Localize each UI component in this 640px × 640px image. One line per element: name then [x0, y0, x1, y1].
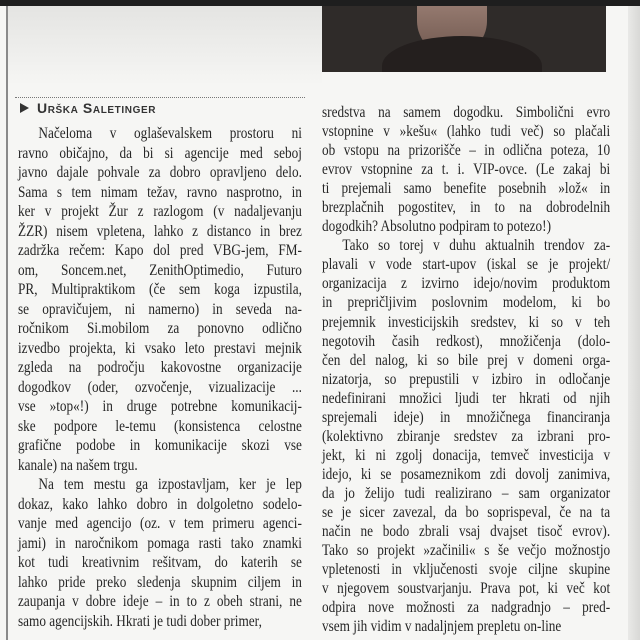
text-line: kanale) na našem trgu. [18, 456, 138, 474]
text-line: zadržka rečem: Kapo dol pred VBG-jem, FM- [18, 242, 302, 259]
text-line: ti prejemali samo benefite posebnih »lož« in [322, 180, 611, 198]
text-line: dogodkov (oder, ozvočenje, vizualizacije ... [18, 378, 302, 396]
text-line: vsem jih vidim v nadaljnjem prepletu on-line [322, 618, 562, 636]
text-line: vstopnine v »kešu« (lahko tudi več) so plačali [322, 123, 611, 141]
text-line: organizacija z izvirno idejo/novim produktom [322, 275, 611, 293]
text-line: lahko pride preko sledenja skupnim ciljem in [18, 573, 302, 591]
text-line: sprejemali ideje) in množičnega financiranja [322, 408, 611, 426]
text-line: čen del nalog, ki so bile prej v domeni orga- [322, 351, 611, 369]
text-line: zgleda na področju kakovostne organizacije [18, 359, 302, 376]
text-line: javno dajale pohvale za dobro opravljeno delo. [18, 164, 302, 181]
text-line: PR, Multipraktikom (če sem koga izpustila, [18, 281, 302, 298]
article-column-left [18, 124, 302, 631]
text-line: vpletenosti in vključenosti svoje ciljne skupine [322, 561, 611, 579]
text-line: evrov vstopnine za t. i. VIP-ovce. (Le zakaj bi [322, 161, 611, 179]
text-line: ŽZR) nisem vpletena, lahko z distanco in brez [18, 222, 302, 240]
dotted-divider [15, 97, 305, 98]
text-line: ske podpore le-temu (konsistenca celostne [18, 417, 302, 435]
text-line: om, Soncem.net, ZenithOptimedio, Futuro [18, 261, 302, 279]
text-line: jami) in naročnikom pomaga rasti tako znamki [18, 534, 302, 552]
text-line: ravno običajno, da bi si agencije med seboj [18, 144, 302, 162]
byline [20, 99, 156, 117]
text-line: sredstva na samem dogodku. Simbolični evro [322, 104, 611, 121]
text-line: brezplačnih pogostitev, in to na dobrodelnih [322, 199, 611, 217]
text-line: izvedbo projekta, ki vsako leto prestavi mejnik [18, 339, 302, 357]
text-line: dokaz, kako lahko dobro in dolgoletno sodelo- [18, 495, 302, 513]
page-right-edge [628, 6, 640, 640]
author-photo [322, 6, 606, 72]
text-line: idejo, ki se posameznikom zdi dovolj zanimiva, [322, 465, 611, 483]
text-line: zaupanja v dobre ideje – in to z obeh strani, ne [18, 593, 302, 610]
text-line: grafične podobe in komunikacije skozi vse [18, 437, 302, 454]
text-line: in prepričljivim poslovnim modelom, ki bo [322, 294, 611, 312]
text-line: da jo želijo tudi realizirano – sam organizator [322, 484, 611, 502]
article-column-right [322, 103, 610, 636]
text-line: Sama s tem nimam težav, ravno nasprotno, in [18, 183, 302, 201]
text-line: prejemnik investicijskih sredstev, ki so v teh [322, 313, 611, 331]
text-line: Na tem mestu ga izpostavljam, ker je lep [38, 476, 302, 493]
text-line: vanje med agencijo (oz. v tem primeru agenci- [18, 515, 302, 532]
text-line: jekt, ki ni zgolj donacija, temveč investicija v [322, 446, 611, 464]
text-line: se je sicer zavezal, da bo soprispeval, če na ta [322, 503, 611, 521]
page-left-rule [6, 6, 8, 640]
text-line: Načeloma v oglaševalskem prostoru ni [38, 125, 302, 142]
text-line: negotovih časih redkost), množičenja (dolo- [322, 332, 611, 350]
text-line: ker v projekt Žur z razlogom (v nadaljevanju [18, 203, 302, 220]
text-line: dogodkih? Absolutno podpiram to potezo!) [322, 218, 551, 236]
text-line: način ne bodo zbrali vsaj dvajset tisoč evrov). [322, 523, 611, 541]
page-shadow [8, 6, 322, 86]
text-line: v njegovem soustvarjanju. Prava pot, ki več kot [322, 580, 611, 598]
text-line: Tako so torej v duhu aktualnih trendov za- [342, 237, 611, 255]
text-line: nizatorja, so prepustili v izbiro in odločanje [322, 370, 611, 388]
text-line: samo agencijskih. Hkrati je tudi dober primer, [18, 612, 262, 630]
text-line: Tako so projekt »začinili« s še večjo možnostjo [322, 542, 611, 560]
text-line: nedefinirani množici ljudi ter hkrati od njih [322, 389, 611, 407]
photo-clothing [382, 36, 542, 72]
text-line: ročnikom Si.mobilom za ponovno odlično [18, 320, 302, 337]
author-name: Urška Saletinger [37, 100, 157, 116]
text-line: kot tudi kreativnim rešitvam, do katerih se [18, 554, 302, 571]
text-line: ob vstopu na prizorišče – in odlična poteza, 10 [322, 142, 611, 160]
triangle-arrow-icon [20, 103, 29, 113]
text-line: (kolektivno zbiranje sredstev za izbrani pro- [322, 427, 611, 445]
text-line: plavali v vode start-upov (iskal se je projekt/ [322, 256, 611, 274]
text-line: odpira nove možnosti za nadgradnjo – pred- [322, 599, 611, 617]
text-line: se opravičujem, ni namerno) in seveda na- [18, 300, 302, 318]
text-line: vse »top«!) in druge potrebne komunikacij- [18, 398, 302, 415]
